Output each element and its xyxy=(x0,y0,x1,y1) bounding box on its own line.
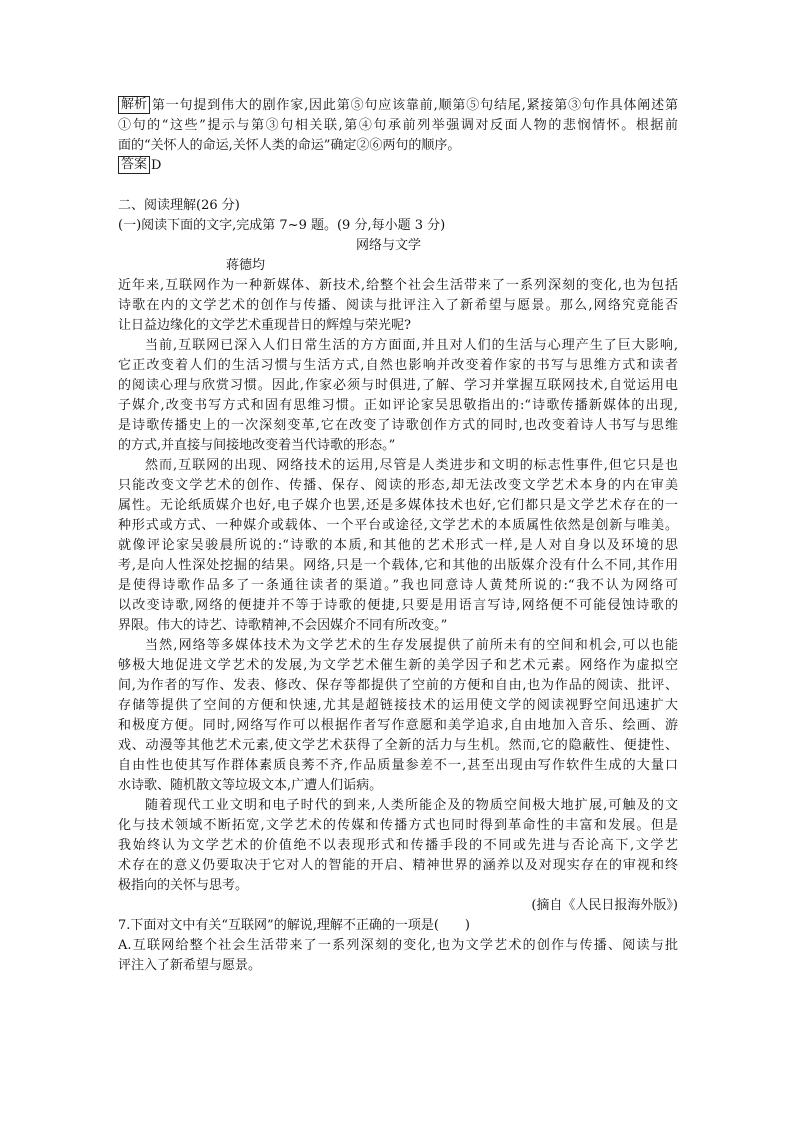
paragraph-2-line-5: 是诗歌传播史上的一次深刻变革,它在改变了诗歌创作方式的同时,也改变着诗人书写与思维 xyxy=(118,418,678,433)
section-heading: 二、阅读理解(26 分) xyxy=(118,198,240,213)
question-7-option-a-line-2: 评注入了新希望与愿景。 xyxy=(118,958,262,973)
paragraph-5-line-4: 术存在的意义仍要取决于它对人的智能的开启、精神世界的涵养以及对现实存在的审视和终 xyxy=(118,858,678,873)
paragraph-4-line-2: 够极大地促进文学艺术的发展,为文学艺术催生新的美学因子和艺术元素。网络作为虚拟空 xyxy=(118,658,678,673)
document-page xyxy=(118,96,678,976)
paragraph-3-line-4: 种形式或方式、一种媒介或载体、一个平台或途径,文学艺术的本质属性依然是创新与唯美。 xyxy=(118,518,678,533)
paragraph-2-line-3: 的阅读心理与欣赏习惯。因此,作家必须与时俱进,了解、学习并掌握互联网技术,自觉运用电 xyxy=(118,378,678,393)
analysis-line-3: 面的“关怀人的命运,关怀人类的命运”确定②⑥两句的顺序。 xyxy=(118,138,461,153)
paragraph-3-line-8: 以改变诗歌,网络的便捷并不等于诗歌的便捷,只要是用语言写诗,网络便不可能侵蚀诗歌的 xyxy=(118,598,678,613)
paragraph-4-line-4: 存储等提供了空间的方便和快速,尤其是超链接技术的运用使文学的阅读视野空间迅速扩大 xyxy=(118,698,678,713)
paragraph-3-line-1: 然而,互联网的出现、网络技术的运用,尽管是人类进步和文明的标志性事件,但它只是也 xyxy=(145,458,678,473)
paragraph-2-line-2: 它正改变着人们的生活习惯与生活方式,自然也影响并改变着作家的书写与思维方式和读者 xyxy=(118,358,678,373)
paragraph-5-line-3: 我始终认为文学艺术的价值绝不以表现形式和传播手段的不同或先进与否论高下,文学艺 xyxy=(118,838,678,853)
article-title: 网络与文学 xyxy=(356,238,422,253)
paragraph-1-line-3: 让日益边缘化的文学艺术重现昔日的辉煌与荣光呢? xyxy=(118,318,411,333)
paragraph-3-line-3: 属性。无论纸质媒介也好,电子媒介也罢,还是多媒体技术也好,它们都只是文学艺术存在的一 xyxy=(118,498,678,513)
paragraph-5-line-1: 随着现代工业文明和电子时代的到来,人类所能企及的物质空间极大地扩展,可触及的文 xyxy=(145,798,678,813)
paragraph-1-line-1: 近年来,互联网作为一种新媒体、新技术,给整个社会生活带来了一系列深刻的变化,也为包括 xyxy=(118,278,678,293)
paragraph-4-line-6: 戏、动漫等其他艺术元素,使文学艺术获得了全新的活力与生机。然而,它的隐蔽性、便捷性、 xyxy=(118,738,678,753)
paragraph-4-line-1: 当然,网络等多媒体技术为文学艺术的生存发展提供了前所未有的空间和机会,可以也能 xyxy=(145,638,678,653)
article-author: 蒋德均 xyxy=(226,258,266,273)
paragraph-4-line-8: 水诗歌、随机散文等垃圾文本,广遭人们诟病。 xyxy=(118,778,383,793)
answer-value: D xyxy=(151,158,162,173)
answer-label: 答案 xyxy=(118,156,150,174)
paragraph-5-line-2: 化与技术领域不断拓宽,文学艺术的传媒和传播方式也同时得到革命性的丰富和发展。但是 xyxy=(118,818,678,833)
analysis-label: 解析 xyxy=(118,96,150,114)
paragraph-3-line-5: 就像评论家吴骏晨所说的:“诗歌的本质,和其他的艺术形式一样,是人对自身以及环境的思 xyxy=(118,538,678,553)
paragraph-2-line-1: 当前,互联网已深入人们日常生活的方方面面,并且对人们的生活与心理产生了巨大影响, xyxy=(145,338,678,353)
paragraph-2-line-6: 的方式,并直接与间接地改变着当代诗歌的形态。” xyxy=(118,438,396,453)
paragraph-4-line-7: 自由性也使其写作群体素质良莠不齐,作品质量参差不一,甚至出现由写作软件生成的大量口 xyxy=(118,758,678,773)
paragraph-4-line-3: 间,为作者的写作、发表、修改、保存等都提供了空前的方便和自由,也为作品的阅读、批评、 xyxy=(118,678,678,693)
paragraph-3-line-2: 只能改变文学艺术的创作、传播、保存、阅读的形态,却无法改变文学艺术本身的内在审美 xyxy=(118,478,678,493)
article-source: (摘自《人民日报海外版》) xyxy=(531,898,678,913)
paragraph-5-line-5: 极指向的关怀与思考。 xyxy=(118,878,249,893)
answer-line xyxy=(118,156,678,176)
paragraph-3-line-7: 是使得诗歌作品多了一条通往读者的渠道。”我也同意诗人黄梵所说的:“我不认为网络可 xyxy=(118,578,678,593)
analysis-line-1: 解析 第一句提到伟大的剧作家,因此第⑤句应该靠前,顺第⑤句结尾,紧接第③句作具体阐述第 xyxy=(118,96,678,116)
paragraph-1-line-2: 诗歌在内的文学艺术的创作与传播、阅读与批评注入了新希望与愿景。那么,网络究竟能否 xyxy=(118,298,678,313)
paragraph-3-line-6: 考,是向人性深处挖掘的结果。网络,只是一个载体,它和其他的出版媒介没有什么不同,其作用 xyxy=(118,558,678,573)
paragraph-4-line-5: 和极度方便。同时,网络写作可以根据作者写作意愿和美学追求,自由地加入音乐、绘画、游 xyxy=(118,718,678,733)
section-instruction: (一)阅读下面的文字,完成第 7~9 题。(9 分,每小题 3 分) xyxy=(118,218,446,233)
question-7-stem: 7.下面对文中有关“互联网”的解说,理解不正确的一项是( ) xyxy=(118,918,470,933)
paragraph-2-line-4: 子媒介,改变书写方式和固有思维习惯。正如评论家吴思敬指出的:“诗歌传播新媒体的出现, xyxy=(118,398,678,413)
paragraph-3-line-9: 界限。伟大的诗艺、诗歌精神,不会因媒介不同有所改变。” xyxy=(118,618,448,633)
question-7-option-a-line-1: A.互联网给整个社会生活带来了一系列深刻的变化,也为文学艺术的创作与传播、阅读与批 xyxy=(118,938,678,953)
analysis-line-2: ①句的“这些”提示与第③句相关联,第④句承前列举强调对反面人物的悲悯情怀。根据前 xyxy=(118,118,678,133)
